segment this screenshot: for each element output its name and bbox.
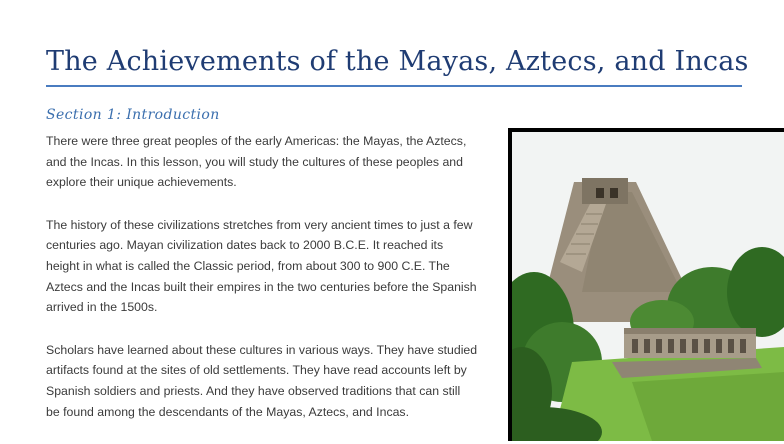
title-divider [46, 85, 742, 87]
text-line: Aztecs and the Incas built their empires in the two centuries before the Spanish [46, 279, 477, 294]
text-line: centuries ago. Mayan civilization dates back to 2000 B.C.E. It reached its [46, 238, 444, 253]
text-line: explore their unique achievements. [46, 175, 237, 190]
text-line: The history of these civilizations stretches from very ancient times to just a few [46, 217, 473, 232]
text-line: There were three great peoples of the early Americas: the Mayas, the Aztecs, [46, 134, 467, 148]
pyramid-photo [508, 128, 784, 441]
text-line: artifacts found at the sites of old settlements. They have read accounts left by [46, 363, 467, 378]
text-line: and the Incas. In this lesson, you will study the cultures of these peoples and [46, 154, 463, 169]
paragraph-scholars [46, 340, 496, 422]
paragraph-intro [46, 131, 496, 193]
text-line: Scholars have learned about these cultures in various ways. They have studied [46, 342, 478, 357]
text-line: Spanish soldiers and priests. And they have observed traditions that can still [46, 383, 461, 398]
page-title: The Achievements of the Mayas, Aztecs, and Incas [46, 46, 749, 77]
text-line: height in what is called the Classic period, from about 300 to 900 C.E. The [46, 258, 450, 273]
text-line: arrived in the 1500s. [46, 300, 158, 315]
body-text [46, 131, 496, 444]
mayan-pyramid-photo-icon [512, 132, 784, 441]
paragraph-history [46, 215, 496, 318]
text-line: be found among the descendants of the Mayas, Aztecs, and Incas. [46, 404, 409, 419]
section-heading: Section 1: Introduction [46, 107, 220, 123]
